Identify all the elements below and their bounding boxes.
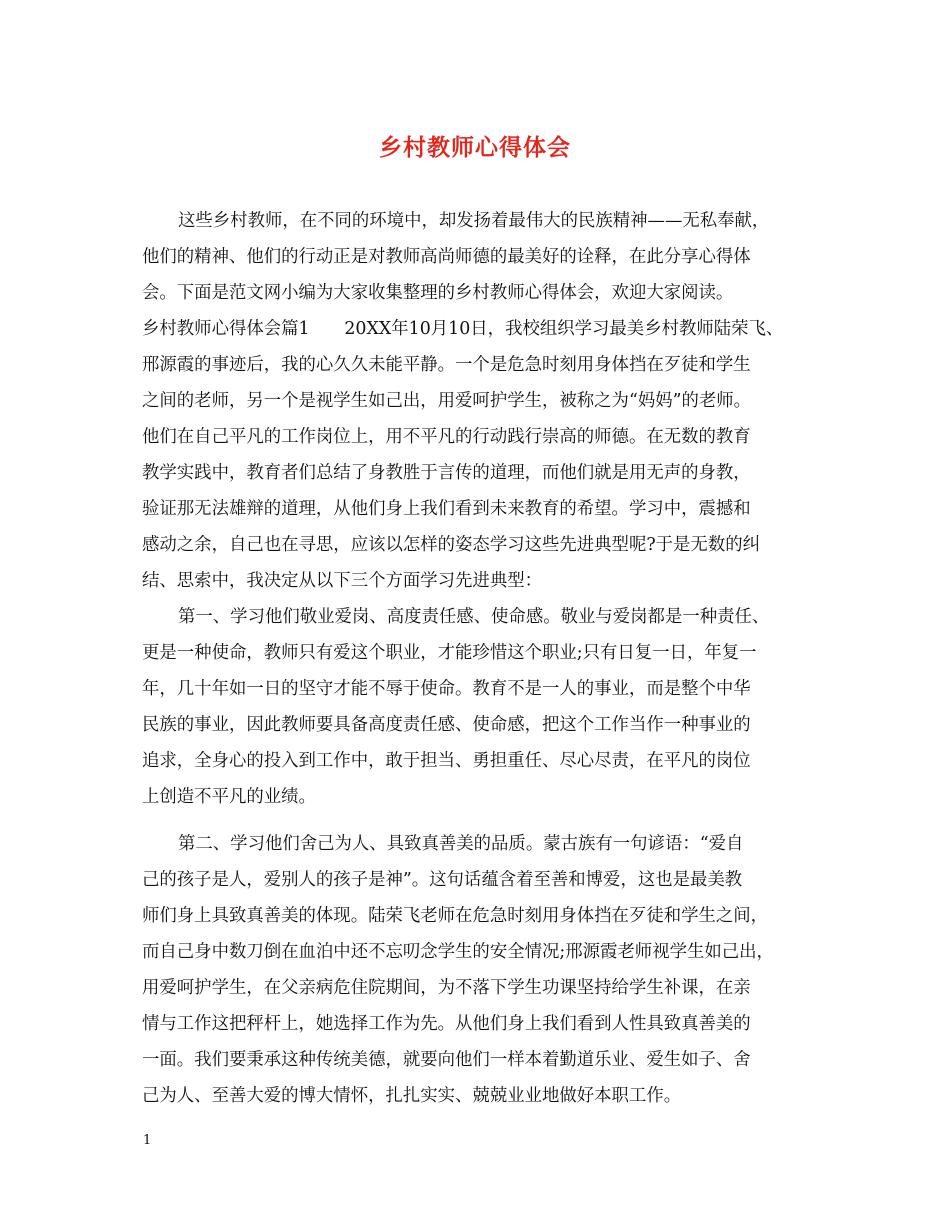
text-line: 己为人、至善大爱的博大情怀，扎扎实实、兢兢业业地做好本职工作。 xyxy=(142,1086,682,1106)
document-title: 乡村教师心得体会 xyxy=(379,134,571,161)
text-line: 结、思索中，我决定从以下三个方面学习先进典型： xyxy=(142,571,542,591)
text-line: 而自己身中数刀倒在血泊中还不忘叨念学生的安全情况;邢源霞老师视学生如己出， xyxy=(142,942,774,962)
text-line: 师们身上具致真善美的体现。陆荣飞老师在危急时刻用身体挡在歹徒和学生之间， xyxy=(142,906,769,926)
text-line: 感动之余，自己也在寻思，应该以怎样的姿态学习这些先进典型呢?于是无数的纠 xyxy=(142,535,760,555)
text-line: 第一、学习他们敬业爱岗、高度责任感、使命感。敬业与爱岗都是一种责任、 xyxy=(178,607,770,627)
text-line: 追求，全身心的投入到工作中，敢于担当、勇担重任、尽心尽责，在平凡的岗位 xyxy=(142,751,751,771)
text-line: 验证那无法雄辩的道理，从他们身上我们看到未来教育的希望。学习中，震撼和 xyxy=(142,499,751,519)
text-line: 民族的事业，因此教师要具备高度责任感、使命感，把这个工作当作一种事业的 xyxy=(142,715,751,735)
text-line: 一面。我们要秉承这种传统美德，就要向他们一样本着勤道乐业、爱生如子、舍 xyxy=(142,1050,751,1070)
text-line: 这些乡村教师，在不同的环境中，却发扬着最伟大的民族精神——无私奉献， xyxy=(178,211,770,231)
text-line: 年，几十年如一日的坚守才能不辱于使命。教育不是一人的事业，而是整个中华 xyxy=(142,679,751,699)
text-line: 乡村教师心得体会篇1 20XX年10月10日，我校组织学习最美乡村教师陆荣飞、 xyxy=(142,319,784,339)
text-line: 情与工作这把秤杆上，她选择工作为先。从他们身上我们看到人性具致真善美的 xyxy=(142,1014,751,1034)
text-line: 教学实践中，教育者们总结了身教胜于言传的道理，而他们就是用无声的身教， xyxy=(142,463,751,483)
page-number: 1 xyxy=(143,1133,152,1148)
text-line: 己的孩子是人，爱别人的孩子是神”。这句话蕴含着至善和博爱，这也是最美教 xyxy=(142,870,743,890)
text-line: 邢源霞的事迹后，我的心久久未能平静。一个是危急时刻用身体挡在歹徒和学生 xyxy=(142,355,751,375)
text-line: 更是一种使命，教师只有爱这个职业，才能珍惜这个职业;只有日复一日，年复一 xyxy=(142,643,757,663)
text-line: 之间的老师，另一个是视学生如己出，用爱呵护学生，被称之为“妈妈”的老师。 xyxy=(142,391,752,411)
text-line: 会。下面是范文网小编为大家收集整理的乡村教师心得体会，欢迎大家阅读。 xyxy=(142,283,734,303)
text-line: 用爱呵护学生，在父亲病危住院期间，为不落下学生功课坚持给学生补课，在亲 xyxy=(142,978,751,998)
text-line: 他们在自己平凡的工作岗位上，用不平凡的行动践行崇高的师德。在无数的教育 xyxy=(142,427,751,447)
document-body xyxy=(142,203,822,1114)
text-line: 上创造不平凡的业绩。 xyxy=(142,787,316,807)
text-line: 他们的精神、他们的行动正是对教师高尚师德的最美好的诠释，在此分享心得体 xyxy=(142,247,751,267)
text-line: 第二、学习他们舍己为人、具致真善美的品质。蒙古族有一句谚语：“爱自 xyxy=(178,834,744,854)
